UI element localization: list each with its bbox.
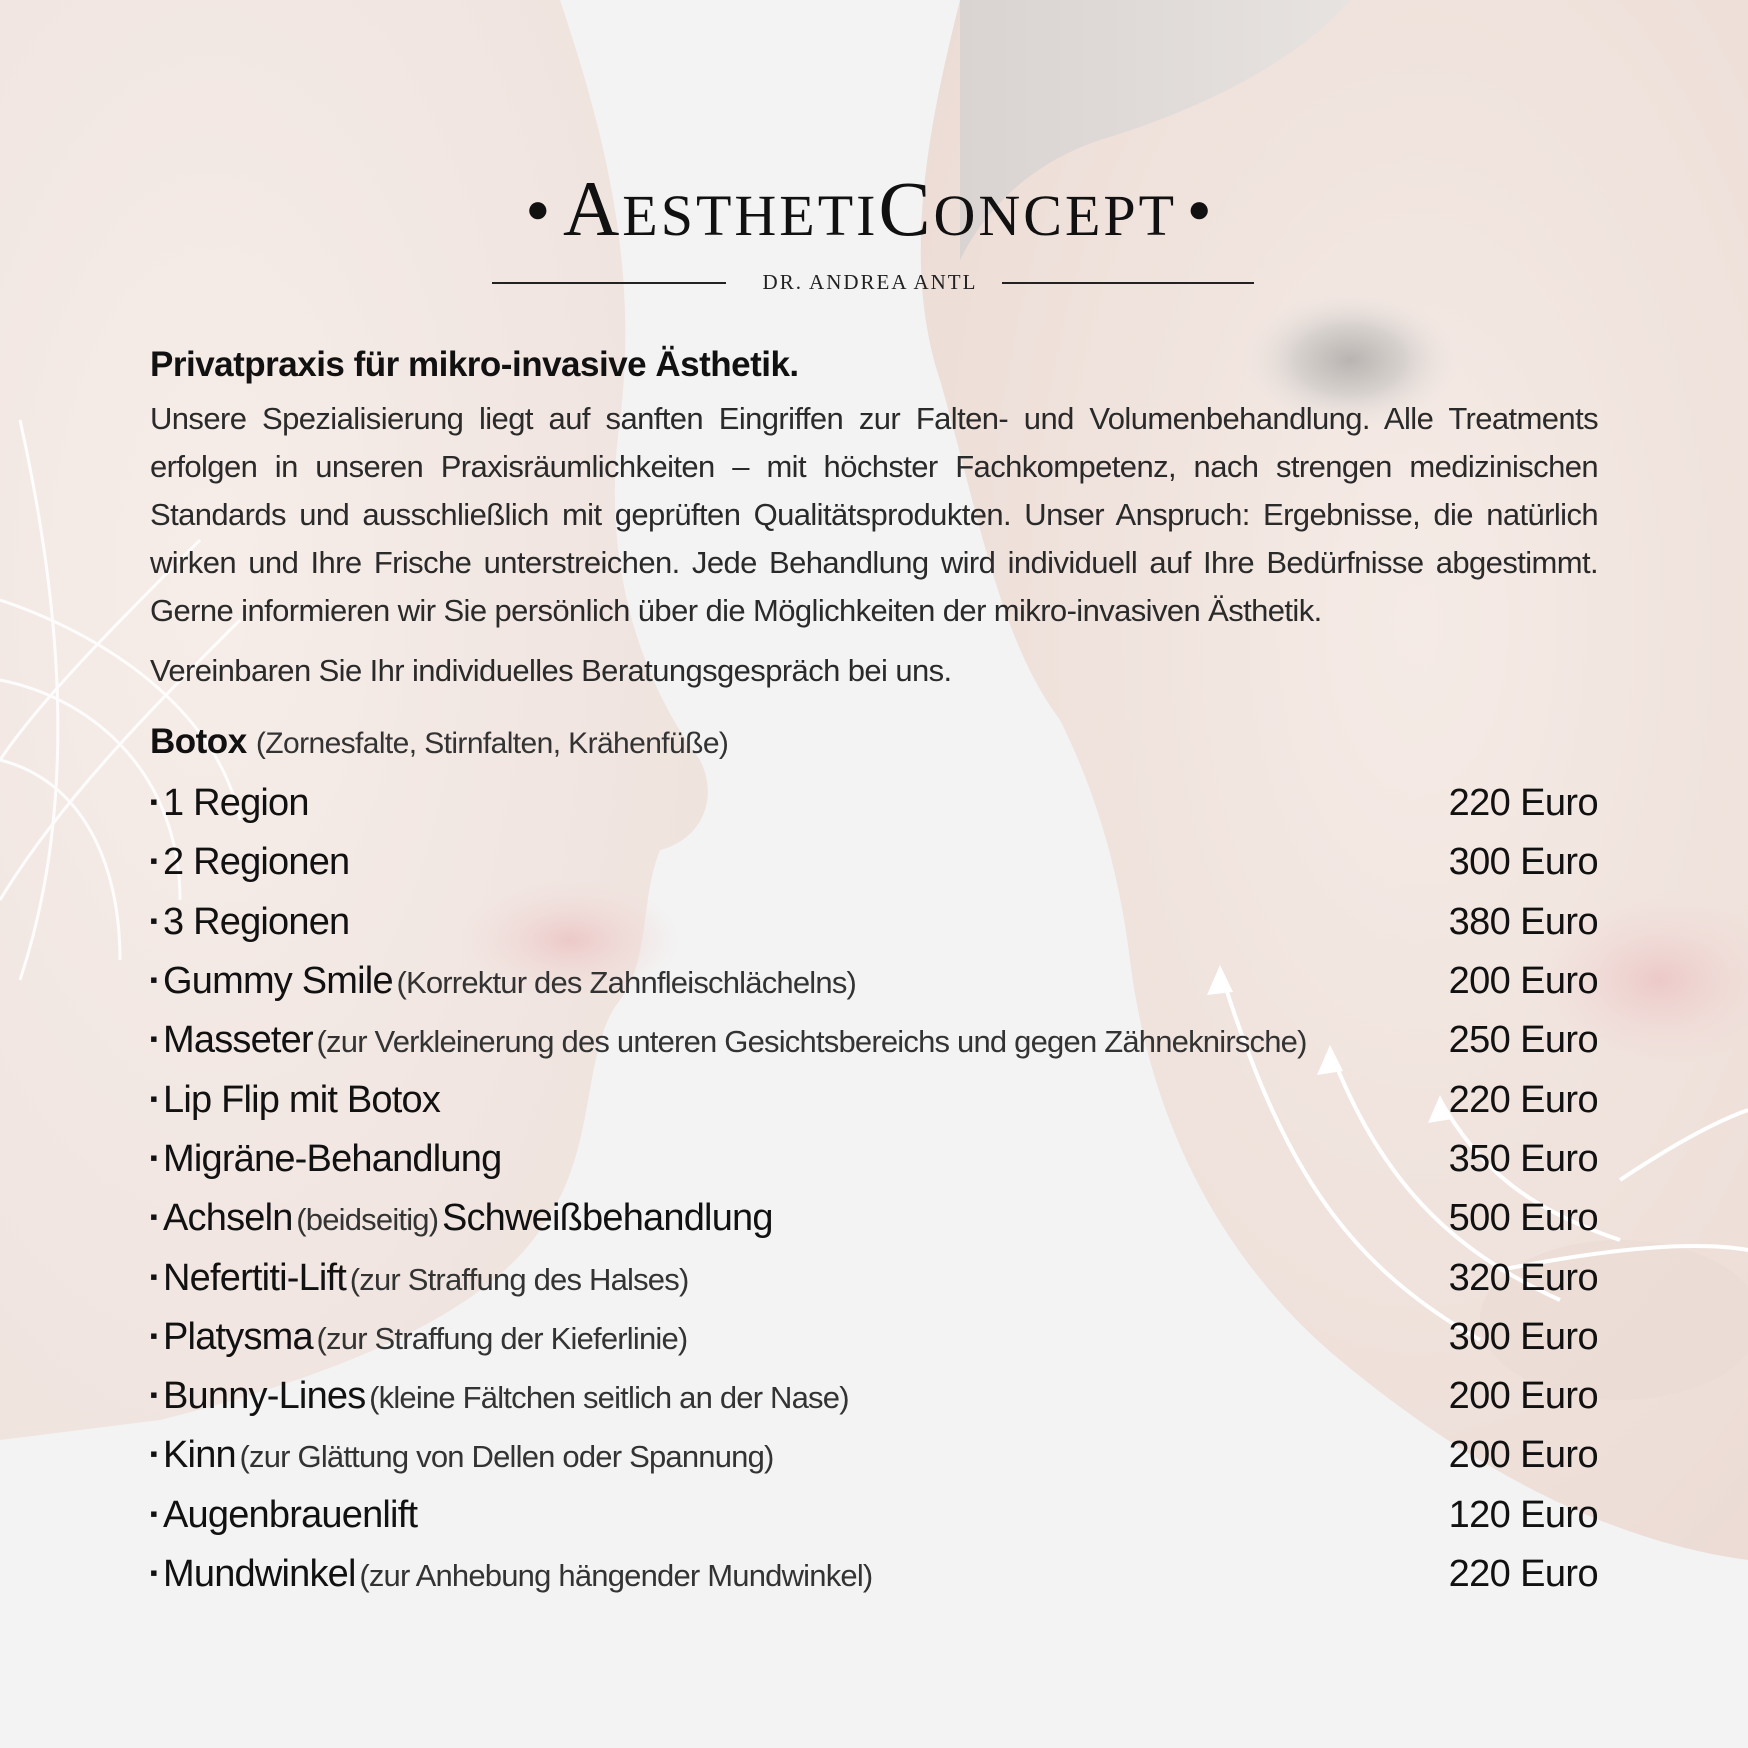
price-row	[150, 1189, 1598, 1248]
price-row	[150, 1011, 1598, 1070]
price-row	[150, 1308, 1598, 1367]
item-name: Achseln	[163, 1197, 293, 1240]
item-name: Migräne-Behandlung	[163, 1137, 502, 1180]
item-name: 1 Region	[163, 782, 309, 825]
item-name: Lip Flip mit Botox	[163, 1078, 441, 1121]
bullet-icon: ▪	[150, 1026, 157, 1052]
price-item-label	[150, 1019, 1307, 1062]
price-item-label	[150, 1316, 687, 1359]
intro-title: Privatpraxis für mikro-invasive Ästhetik.	[150, 345, 799, 384]
logo-rule-right	[1002, 282, 1254, 284]
item-price: 200 Euro	[1448, 1434, 1598, 1477]
intro-block	[150, 345, 1598, 689]
price-item-label	[150, 901, 349, 944]
item-note: (kleine Fältchen seitlich an der Nase)	[369, 1380, 849, 1416]
price-item-label	[150, 1553, 872, 1596]
bullet-icon: ▪	[150, 1322, 157, 1348]
price-item-label	[150, 1197, 773, 1240]
item-name-suffix: Schweißbehandlung	[441, 1197, 773, 1240]
brand-logo	[480, 165, 1260, 294]
price-item-label	[150, 1138, 501, 1181]
price-item-label	[150, 1257, 688, 1300]
section-title-note: (Zornesfalte, Stirnfalten, Krähenfüße)	[255, 727, 729, 760]
logo-subtitle-text: DR. ANDREA ANTL	[762, 270, 978, 294]
bullet-icon: ▪	[150, 967, 157, 993]
item-name: Augenbrauenlift	[163, 1493, 418, 1536]
item-note: (zur Anhebung hängender Mundwinkel)	[359, 1558, 873, 1593]
item-price: 200 Euro	[1448, 1375, 1598, 1418]
bullet-icon: ▪	[150, 848, 157, 874]
price-row	[150, 1486, 1598, 1545]
price-row	[150, 1248, 1598, 1307]
price-item-label	[150, 1434, 774, 1477]
item-name: Gummy Smile	[163, 960, 393, 1003]
item-price: 250 Euro	[1448, 1019, 1598, 1062]
bullet-icon: ▪	[150, 907, 157, 933]
item-price: 320 Euro	[1448, 1256, 1598, 1299]
price-item-label	[150, 960, 856, 1003]
bullet-icon: ▪	[150, 1560, 157, 1585]
price-row	[150, 952, 1598, 1011]
bullet-icon: ▪	[150, 1382, 157, 1408]
bullet-icon: ▪	[150, 1144, 157, 1170]
item-price: 120 Euro	[1448, 1493, 1598, 1536]
item-name: Platysma	[163, 1315, 313, 1358]
price-row	[150, 1545, 1598, 1604]
item-price: 200 Euro	[1448, 960, 1598, 1003]
item-note: (zur Verkleinerung des unteren Gesichtsbereichs und gegen Zähneknirsche)	[316, 1024, 1307, 1060]
price-row	[150, 1367, 1598, 1426]
item-price: 380 Euro	[1448, 900, 1598, 943]
section-title-name: Botox	[150, 722, 247, 761]
item-price: 300 Euro	[1448, 1315, 1598, 1358]
price-row	[150, 1070, 1598, 1129]
price-row	[150, 774, 1598, 833]
intro-body: Unsere Spezialisierung liegt auf sanften Eingriffen zur Falten- und Volumenbehandlung. Alle Treatments erfolgen in unseren Praxisräumlichkeiten – mit höchster Fachkompetenz, nach strengen medizinischen Standards und ausschließlich mit geprüften Qualitätsprodukten. Unser Anspruch: Ergebnisse, die natürlich wirken und Ihre Frische unterstreichen. Jede Behandlung wird individuell auf Ihre Bedürfnisse abgestimmt. Gerne informieren wir Sie persönlich über die Möglichkeiten der mikro-invasiven Ästhetik.	[150, 401, 1598, 628]
price-item-label	[150, 1494, 417, 1537]
logo-rule-left	[492, 282, 726, 284]
item-price: 500 Euro	[1448, 1197, 1598, 1240]
price-row	[150, 1426, 1598, 1485]
bullet-icon: ▪	[150, 1204, 157, 1230]
price-row	[150, 1130, 1598, 1189]
price-row	[150, 833, 1598, 892]
price-item-label	[150, 841, 349, 884]
bullet-icon: ▪	[150, 1441, 157, 1467]
item-price: 220 Euro	[1448, 1553, 1598, 1595]
section-title	[150, 722, 728, 762]
item-name: 3 Regionen	[163, 900, 350, 943]
item-note: (zur Straffung der Kieferlinie)	[316, 1320, 688, 1356]
item-note: (zur Straffung des Halses)	[349, 1261, 689, 1297]
item-name: Mundwinkel	[163, 1553, 356, 1595]
price-item-label	[150, 1079, 440, 1122]
logo-subtitle	[480, 270, 1260, 294]
logo-dot-left: ●	[525, 186, 553, 232]
item-price: 300 Euro	[1448, 841, 1598, 884]
item-name: Nefertiti-Lift	[163, 1256, 347, 1299]
item-name: Kinn	[163, 1434, 236, 1477]
item-note: (Korrektur des Zahnfleischlächelns)	[396, 965, 857, 1001]
price-item-label	[150, 782, 309, 825]
bullet-icon: ▪	[150, 1263, 157, 1289]
item-name: 2 Regionen	[163, 841, 350, 884]
logo-wordmark: ● AESTHETICONCEPT ●	[525, 165, 1215, 252]
item-note: (beidseitig)	[296, 1202, 439, 1238]
bullet-icon: ▪	[150, 1500, 157, 1526]
price-list	[150, 774, 1598, 1604]
item-price: 220 Euro	[1448, 1078, 1598, 1121]
item-price: 350 Euro	[1448, 1137, 1598, 1180]
bullet-icon: ▪	[150, 789, 157, 815]
item-note: (zur Glättung von Dellen oder Spannung)	[239, 1439, 774, 1475]
item-price: 220 Euro	[1448, 782, 1598, 825]
price-item-label	[150, 1375, 849, 1418]
item-name: Masseter	[163, 1019, 313, 1062]
bullet-icon: ▪	[150, 1085, 157, 1111]
intro-call-to-action: Vereinbaren Sie Ihr individuelles Beratungsgespräch bei uns.	[150, 653, 952, 688]
logo-dot-right: ●	[1187, 186, 1215, 232]
item-name: Bunny-Lines	[163, 1375, 366, 1418]
price-row	[150, 893, 1598, 952]
